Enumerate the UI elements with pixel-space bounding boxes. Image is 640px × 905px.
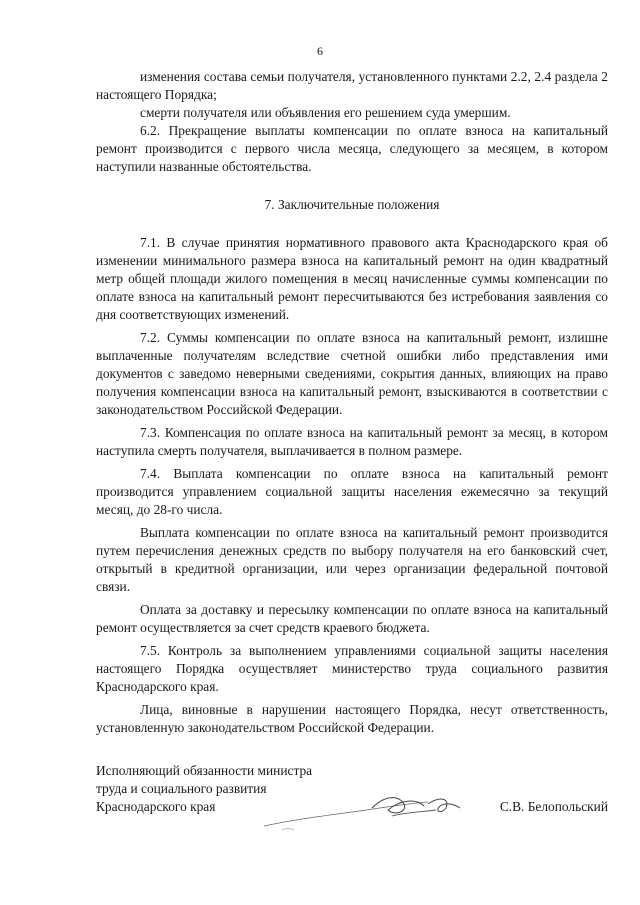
signer-position-line-1: Исполняющий обязанности министра	[96, 763, 313, 778]
signer-position-line-3: Краснодарского края	[96, 799, 216, 814]
paragraph-liability: Лица, виновные в нарушении настоящего Порядка, несут ответственность, установленную законодательством Российской Федерации.	[96, 702, 608, 735]
paragraph-6-2: 6.2. Прекращение выплаты компенсации по оплате взноса на капитальный ремонт производится с первого числа месяца, следующего за месяцем, в котором наступили названные обстоятельства.	[96, 123, 608, 174]
paragraph-7-4: 7.4. Выплата компенсации по оплате взноса на капитальный ремонт производится управлением социальной защиты населения ежемесячно за текущий месяц, до 28-го числа.	[96, 466, 608, 517]
paragraph-7-2: 7.2. Суммы компенсации по оплате взноса на капитальный ремонт, излишне выплаченные получателям вследствие счетной ошибки либо представления ими документов с заведомо неверными сведениями, сокрытия данных, влияющих на право получения компенсации взноса на капитальный ремонт, взыскиваются в соответствии с законодательством Российской Федерации.	[96, 330, 608, 417]
document-body	[96, 68, 608, 737]
paragraph-7-5: 7.5. Контроль за выполнением управлениями социальной защиты населения настоящего Порядка осуществляет министерство труда социального развития Краснодарского края.	[96, 643, 608, 694]
paragraph-7-3: 7.3. Компенсация по оплате взноса на капитальный ремонт за месяц, в котором наступила смерть получателя, выплачивается в полном размере.	[96, 425, 608, 458]
paragraph-family-change: изменения состава семьи получателя, установленного пунктами 2.2, 2.4 раздела 2 настоящего Порядка;	[96, 69, 608, 102]
page-number: 6	[317, 44, 323, 58]
signer-position-line-2: труда и социального развития	[96, 781, 267, 796]
paragraph-delivery-payment: Оплата за доставку и пересылку компенсации по оплате взноса на капитальный ремонт осуществляется за счет средств краевого бюджета.	[96, 602, 608, 635]
section-heading-7: 7. Заключительные положения	[264, 197, 440, 212]
signer-name: С.В. Белопольский	[499, 799, 608, 814]
handwritten-signature-mark	[252, 786, 482, 834]
paragraph-payment-method: Выплата компенсации по оплате взноса на капитальный ремонт производится путем перечисления денежных средств по выбору получателя на его банковский счет, открытый в кредитной организации, или через организации федеральной почтовой связи.	[96, 525, 608, 594]
paragraph-7-1: 7.1. В случае принятия нормативного правового акта Краснодарского края об изменении минимального размера взноса на капитальный ремонт на один квадратный метр общей площади жилого помещения в месяц начисленные суммы компенсации по оплате взноса на капитальный ремонт пересчитываются без истребования заявления со дня соответствующих изменений.	[96, 235, 608, 322]
paragraph-death-of-recipient: смерти получателя или объявления его решением суда умершим.	[140, 105, 511, 120]
